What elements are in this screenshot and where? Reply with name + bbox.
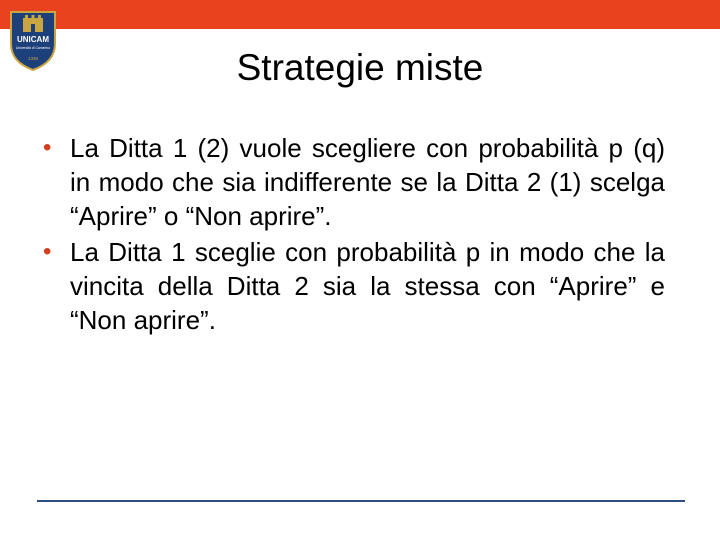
logo-sub-label: Università di Camerino [15,46,51,50]
bullet-dot-icon: • [43,134,52,161]
footer-divider [37,500,685,502]
bullet-list [40,131,665,339]
top-accent-bar [0,0,720,29]
university-crest-icon [9,10,57,72]
bullet-item-1 [40,131,665,233]
bullet-dot-icon: • [43,238,52,265]
slide-title: Strategie miste [236,47,484,88]
bullet-item-2 [40,235,665,337]
bullet-text: La Ditta 1 (2) vuole scegliere con probabilità p (q) in modo che sia indifferente se la Ditta 2 (1) scelga “Aprire” o “Non aprire”. [70,133,665,231]
bullet-text: La Ditta 1 sceglie con probabilità p in modo che la vincita della Ditta 2 sia la stessa con “Aprire” e “Non aprire”. [70,237,665,335]
logo-year-label: 1336 [27,56,39,61]
logo-name-label: UNICAM [17,35,49,44]
